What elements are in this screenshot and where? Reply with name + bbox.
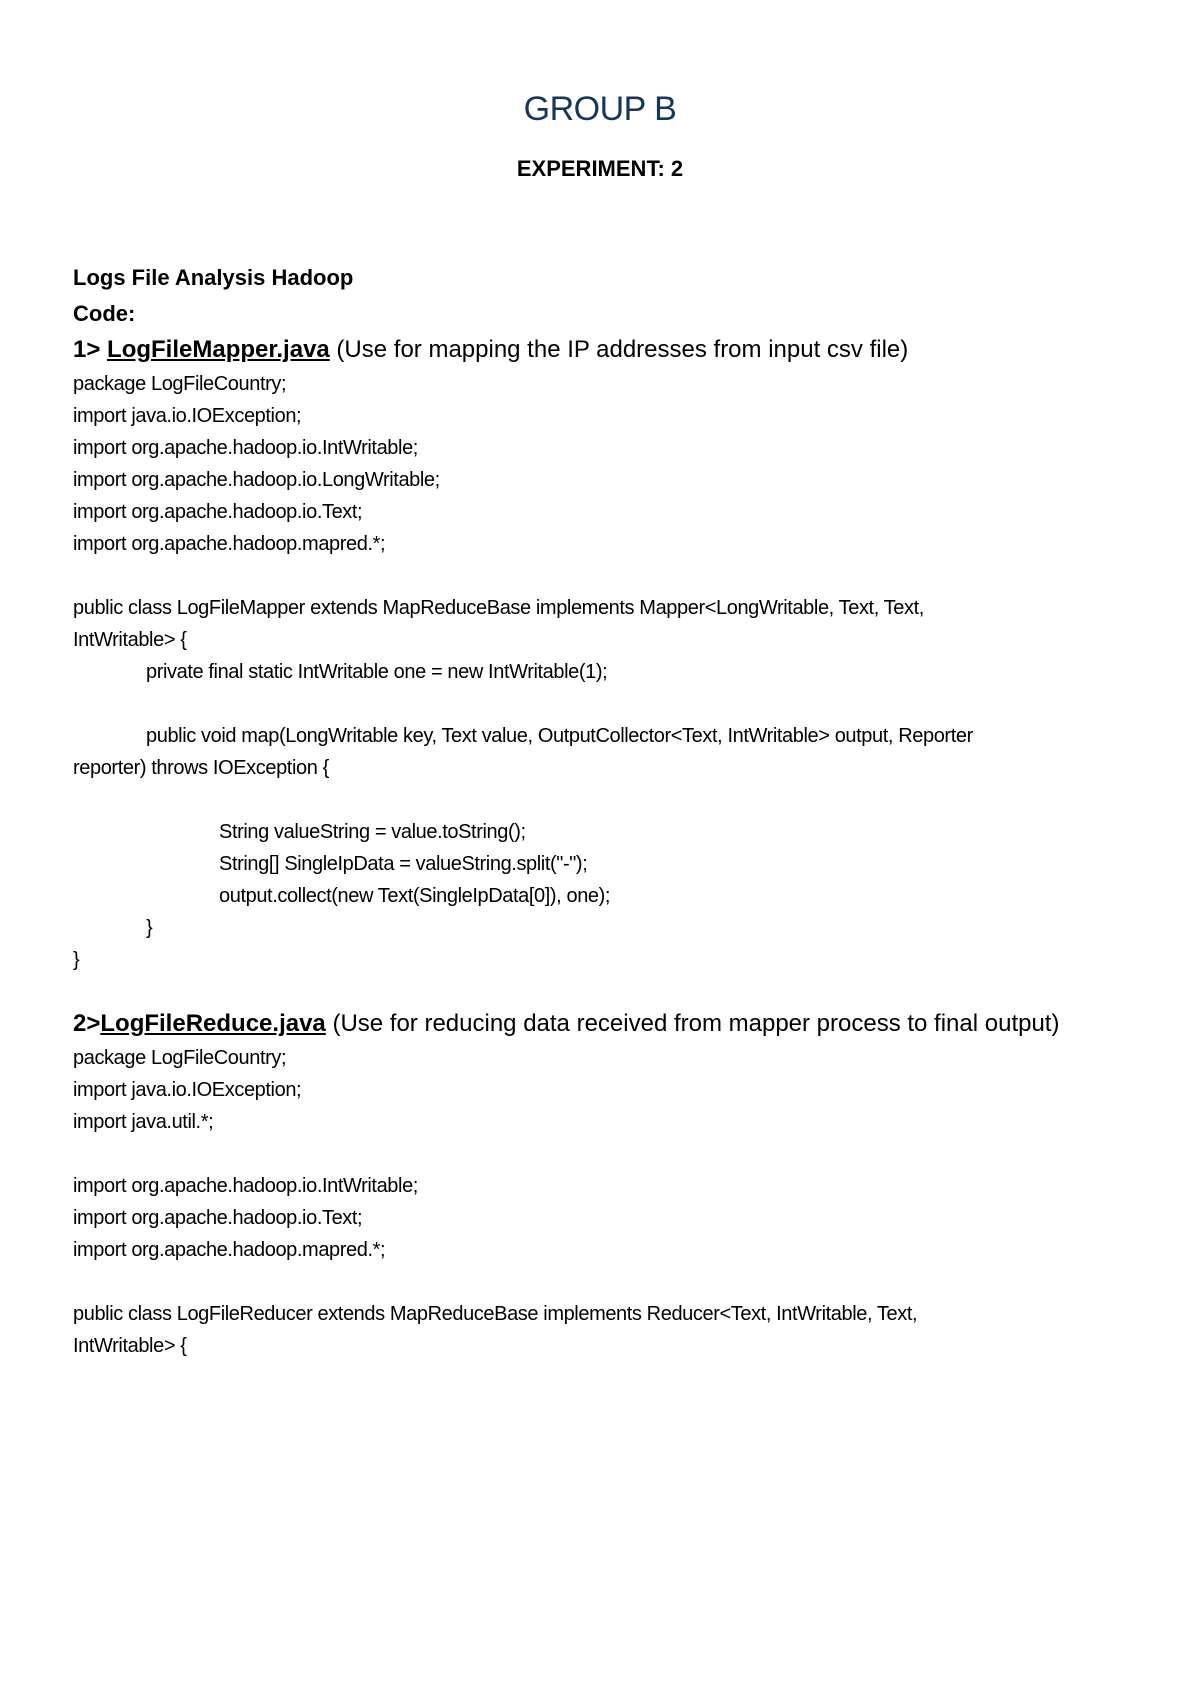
file2-code-block [73,1042,1140,1362]
code-line: import org.apache.hadoop.io.Text; [73,501,363,523]
code-line: String valueString = value.toString(); [219,821,526,843]
file2-name: LogFileReduce.java [100,1010,326,1037]
code-line: import org.apache.hadoop.mapred.*; [73,533,386,555]
spacer [73,976,1140,1006]
code-line: import org.apache.hadoop.mapred.*; [73,1239,386,1261]
code-line: IntWritable> { [73,629,187,651]
code-line: public void map(LongWritable key, Text value, OutputCollector<Text, IntWritable> output, Reporter [146,725,973,747]
file1-code-block [73,368,1140,976]
code-line: public class LogFileMapper extends MapReduceBase implements Mapper<LongWritable, Text, Text, [73,597,924,619]
code-line: private final static IntWritable one = new IntWritable(1); [146,661,608,683]
file1-description: (Use for mapping the IP addresses from input csv file) [329,336,909,363]
experiment-label: EXPERIMENT: 2 [516,156,684,181]
file1-name: LogFileMapper.java [107,336,330,363]
code-line: import org.apache.hadoop.io.IntWritable; [73,437,418,459]
code-line: import org.apache.hadoop.io.LongWritable; [73,469,440,491]
file2-description: (Use for reducing data received from mapper process to final output) [325,1010,1060,1037]
code-line-blank [73,1266,1140,1298]
code-line: IntWritable> { [73,1335,187,1357]
code-line-blank [73,560,1140,592]
document-body [73,260,1140,1362]
file1-number: 1> [73,336,108,363]
file1-title [73,332,1140,368]
code-line: import java.io.IOException; [73,405,302,427]
code-line-blank [73,688,1140,720]
code-line: } [73,949,80,971]
code-line: package LogFileCountry; [73,373,287,395]
code-line: output.collect(new Text(SingleIpData[0]), one); [219,885,611,907]
code-line: package LogFileCountry; [73,1047,287,1069]
code-line: import org.apache.hadoop.io.IntWritable; [73,1175,418,1197]
code-label: Code: [73,301,136,326]
code-line-blank [73,784,1140,816]
code-line: } [146,917,153,939]
section-heading: Logs File Analysis Hadoop [73,265,354,290]
code-line: reporter) throws IOException { [73,757,329,779]
page-title: GROUP B [523,90,677,128]
code-line: String[] SingleIpData = valueString.split("-"); [219,853,588,875]
code-line: import java.io.IOException; [73,1079,302,1101]
file2-title [73,1006,1140,1042]
code-line-blank [73,1138,1140,1170]
code-line: import org.apache.hadoop.io.Text; [73,1207,363,1229]
code-line: import java.util.*; [73,1111,214,1133]
file2-number: 2> [73,1010,101,1037]
code-line: public class LogFileReducer extends MapReduceBase implements Reducer<Text, IntWritable, Text, [73,1303,918,1325]
